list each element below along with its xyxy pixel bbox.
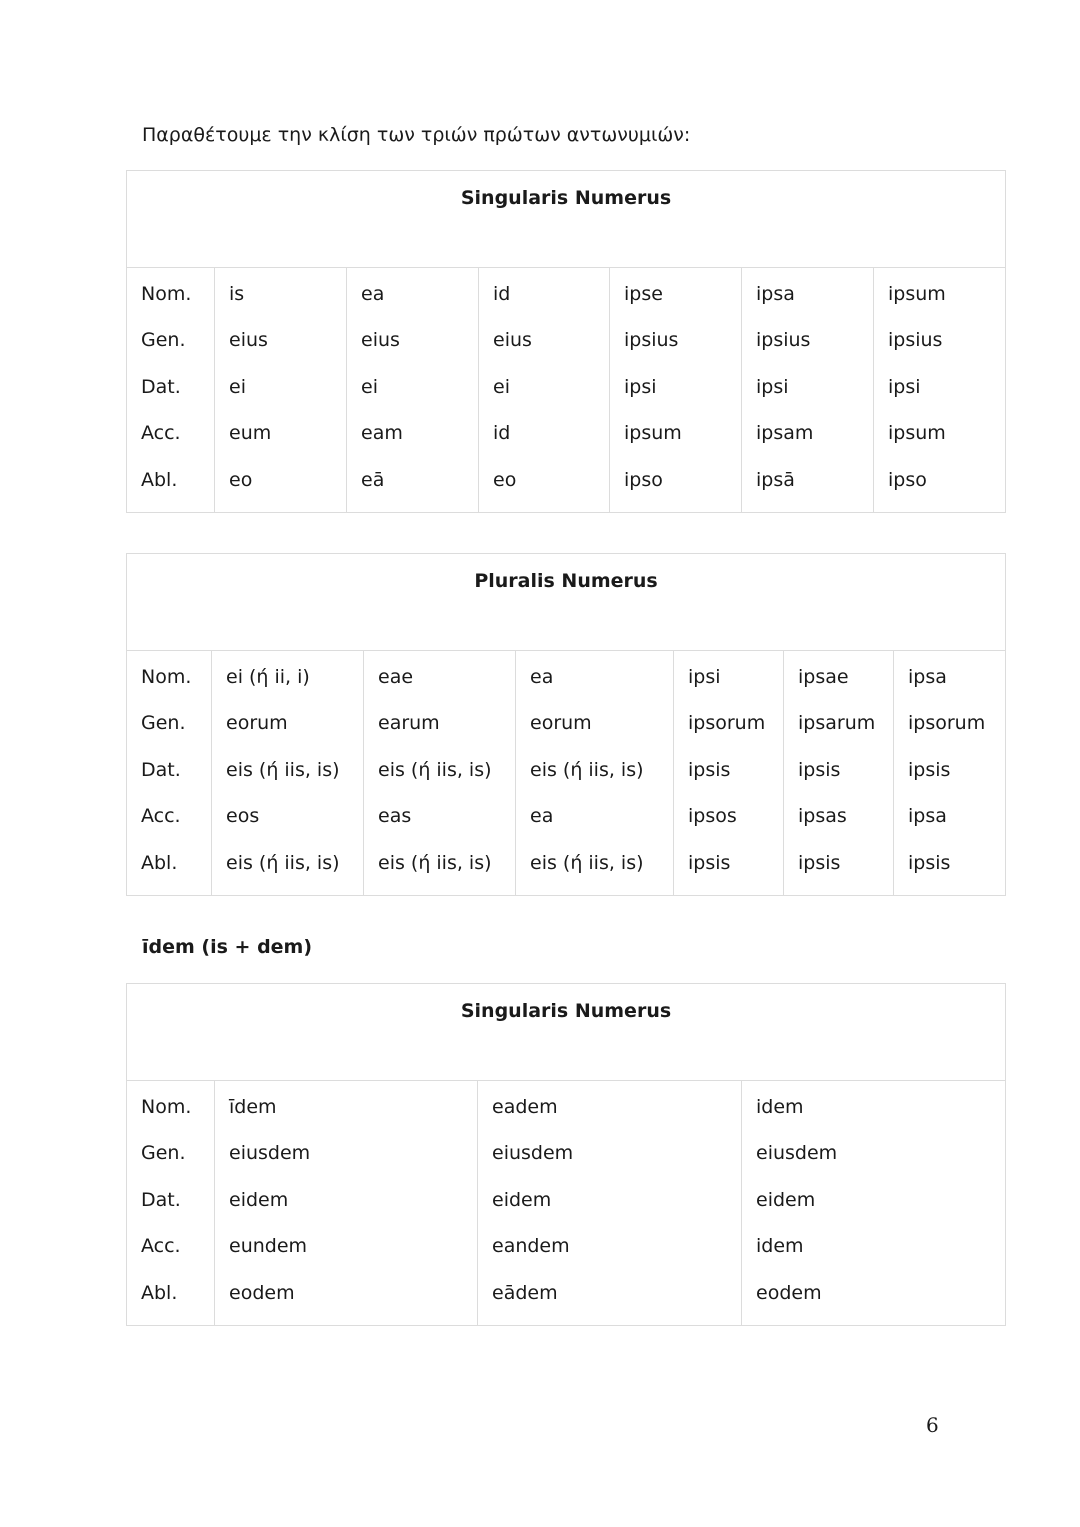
case-label: Dat. bbox=[141, 375, 181, 398]
form-column bbox=[742, 1081, 1006, 1326]
form-column bbox=[516, 651, 674, 896]
form-column bbox=[610, 268, 742, 513]
form-cell: eis (ή iis, is) bbox=[530, 851, 644, 874]
form-cell: earum bbox=[378, 712, 440, 735]
form-cell: eorum bbox=[530, 712, 592, 735]
table-body-row bbox=[127, 268, 1006, 513]
case-label: Acc. bbox=[141, 1235, 181, 1258]
form-cell: eis (ή iis, is) bbox=[226, 851, 340, 874]
table-title: Singularis Numerus bbox=[127, 171, 1006, 268]
form-cell: eius bbox=[493, 329, 532, 352]
form-cell: ipsi bbox=[756, 375, 789, 398]
form-cell: ipso bbox=[888, 468, 927, 491]
form-column bbox=[479, 268, 610, 513]
form-cell: eo bbox=[493, 468, 517, 491]
form-column bbox=[215, 1081, 478, 1326]
form-cell: idem bbox=[756, 1096, 804, 1118]
form-cell: eis (ή iis, is) bbox=[530, 758, 644, 781]
case-label: Dat. bbox=[141, 758, 181, 781]
form-cell: eius bbox=[361, 329, 400, 352]
form-cell: eidem bbox=[492, 1188, 552, 1211]
case-label: Nom. bbox=[141, 283, 192, 305]
form-cell: ipsā bbox=[756, 468, 795, 491]
form-cell: eius bbox=[229, 329, 268, 352]
form-cell: ipsa bbox=[908, 805, 947, 828]
case-label: Nom. bbox=[141, 666, 192, 688]
table-body-row bbox=[127, 651, 1006, 896]
form-cell: eodem bbox=[229, 1281, 295, 1304]
form-cell: eorum bbox=[226, 712, 288, 735]
intro-text: Παραθέτουμε την κλίση των τριών πρώτων αντωνυμιών: bbox=[142, 124, 691, 146]
form-cell: ei bbox=[229, 375, 246, 398]
form-cell: ipsum bbox=[888, 283, 946, 305]
form-cell: ipsum bbox=[624, 422, 682, 445]
form-cell: id bbox=[493, 283, 511, 305]
form-cell: ipsi bbox=[688, 666, 721, 688]
form-cell: idem bbox=[756, 1235, 804, 1258]
form-cell: eos bbox=[226, 805, 260, 828]
case-labels-column bbox=[127, 651, 212, 896]
form-column bbox=[215, 268, 347, 513]
form-cell: eandem bbox=[492, 1235, 570, 1258]
form-cell: eundem bbox=[229, 1235, 308, 1258]
declension-table-idem bbox=[126, 983, 1006, 1326]
case-label: Acc. bbox=[141, 805, 181, 828]
form-cell: ipsos bbox=[688, 805, 737, 828]
form-column bbox=[674, 651, 784, 896]
form-cell: ipsi bbox=[888, 375, 921, 398]
form-cell: ipsis bbox=[688, 758, 731, 781]
form-cell: eiusdem bbox=[492, 1142, 574, 1165]
form-cell: eis (ή iis, is) bbox=[226, 758, 340, 781]
table-title: Singularis Numerus bbox=[127, 984, 1006, 1081]
form-cell: ipsae bbox=[798, 666, 849, 688]
case-labels-column bbox=[127, 1081, 215, 1326]
form-cell: id bbox=[493, 422, 511, 445]
form-cell: eodem bbox=[756, 1281, 822, 1304]
case-label: Gen. bbox=[141, 329, 186, 352]
form-column bbox=[742, 268, 874, 513]
form-cell: eadem bbox=[492, 1096, 558, 1118]
form-cell: eādem bbox=[492, 1281, 558, 1304]
form-column bbox=[347, 268, 479, 513]
form-cell: ipsius bbox=[756, 329, 811, 352]
declension-table-singular bbox=[126, 170, 1006, 513]
form-cell: ipsius bbox=[624, 329, 679, 352]
form-cell: eae bbox=[378, 666, 414, 688]
form-cell: ipso bbox=[624, 468, 663, 491]
case-label: Abl. bbox=[141, 851, 178, 874]
case-label: Acc. bbox=[141, 422, 181, 445]
page-number: 6 bbox=[926, 1413, 939, 1437]
table-title: Pluralis Numerus bbox=[127, 554, 1006, 651]
form-cell: ea bbox=[530, 805, 554, 828]
case-label: Abl. bbox=[141, 1281, 178, 1304]
form-cell: ipsis bbox=[798, 851, 841, 874]
form-cell: eis (ή iis, is) bbox=[378, 758, 492, 781]
form-cell: ipsi bbox=[624, 375, 657, 398]
form-cell: ipse bbox=[624, 283, 663, 305]
form-cell: eo bbox=[229, 468, 253, 491]
declension-table-plural bbox=[126, 553, 1006, 896]
form-cell: ipsis bbox=[908, 758, 951, 781]
form-cell: ipsa bbox=[756, 283, 795, 305]
form-cell: ea bbox=[530, 666, 554, 688]
form-cell: eidem bbox=[229, 1188, 289, 1211]
form-cell: eam bbox=[361, 422, 403, 445]
case-labels-column bbox=[127, 268, 215, 513]
form-cell: ei bbox=[361, 375, 378, 398]
form-cell: ipsorum bbox=[908, 712, 986, 735]
form-column bbox=[212, 651, 364, 896]
form-cell: eiusdem bbox=[229, 1142, 311, 1165]
form-cell: ipsorum bbox=[688, 712, 766, 735]
table-body-row bbox=[127, 1081, 1006, 1326]
case-label: Dat. bbox=[141, 1188, 181, 1211]
case-label: Gen. bbox=[141, 712, 186, 735]
form-column bbox=[364, 651, 516, 896]
form-cell: ipsis bbox=[688, 851, 731, 874]
form-cell: ipsius bbox=[888, 329, 943, 352]
form-cell: eum bbox=[229, 422, 272, 445]
form-cell: īdem bbox=[229, 1096, 277, 1118]
form-column bbox=[894, 651, 1006, 896]
form-cell: ei (ή ii, i) bbox=[226, 666, 310, 688]
form-cell: ea bbox=[361, 283, 385, 305]
form-cell: ei bbox=[493, 375, 510, 398]
form-cell: ipsas bbox=[798, 805, 847, 828]
form-cell: ipsa bbox=[908, 666, 947, 688]
form-cell: ipsis bbox=[908, 851, 951, 874]
form-cell: eā bbox=[361, 468, 385, 491]
case-label: Gen. bbox=[141, 1142, 186, 1165]
form-cell: eas bbox=[378, 805, 412, 828]
form-cell: is bbox=[229, 283, 245, 305]
form-cell: eiusdem bbox=[756, 1142, 838, 1165]
form-cell: ipsam bbox=[756, 422, 814, 445]
form-column bbox=[874, 268, 1006, 513]
form-cell: ipsum bbox=[888, 422, 946, 445]
form-column bbox=[784, 651, 894, 896]
case-label: Abl. bbox=[141, 468, 178, 491]
form-cell: ipsis bbox=[798, 758, 841, 781]
form-cell: eidem bbox=[756, 1188, 816, 1211]
form-cell: eis (ή iis, is) bbox=[378, 851, 492, 874]
case-label: Nom. bbox=[141, 1096, 192, 1118]
section-heading: īdem (is + dem) bbox=[142, 936, 313, 958]
form-column bbox=[478, 1081, 742, 1326]
form-cell: ipsarum bbox=[798, 712, 876, 735]
